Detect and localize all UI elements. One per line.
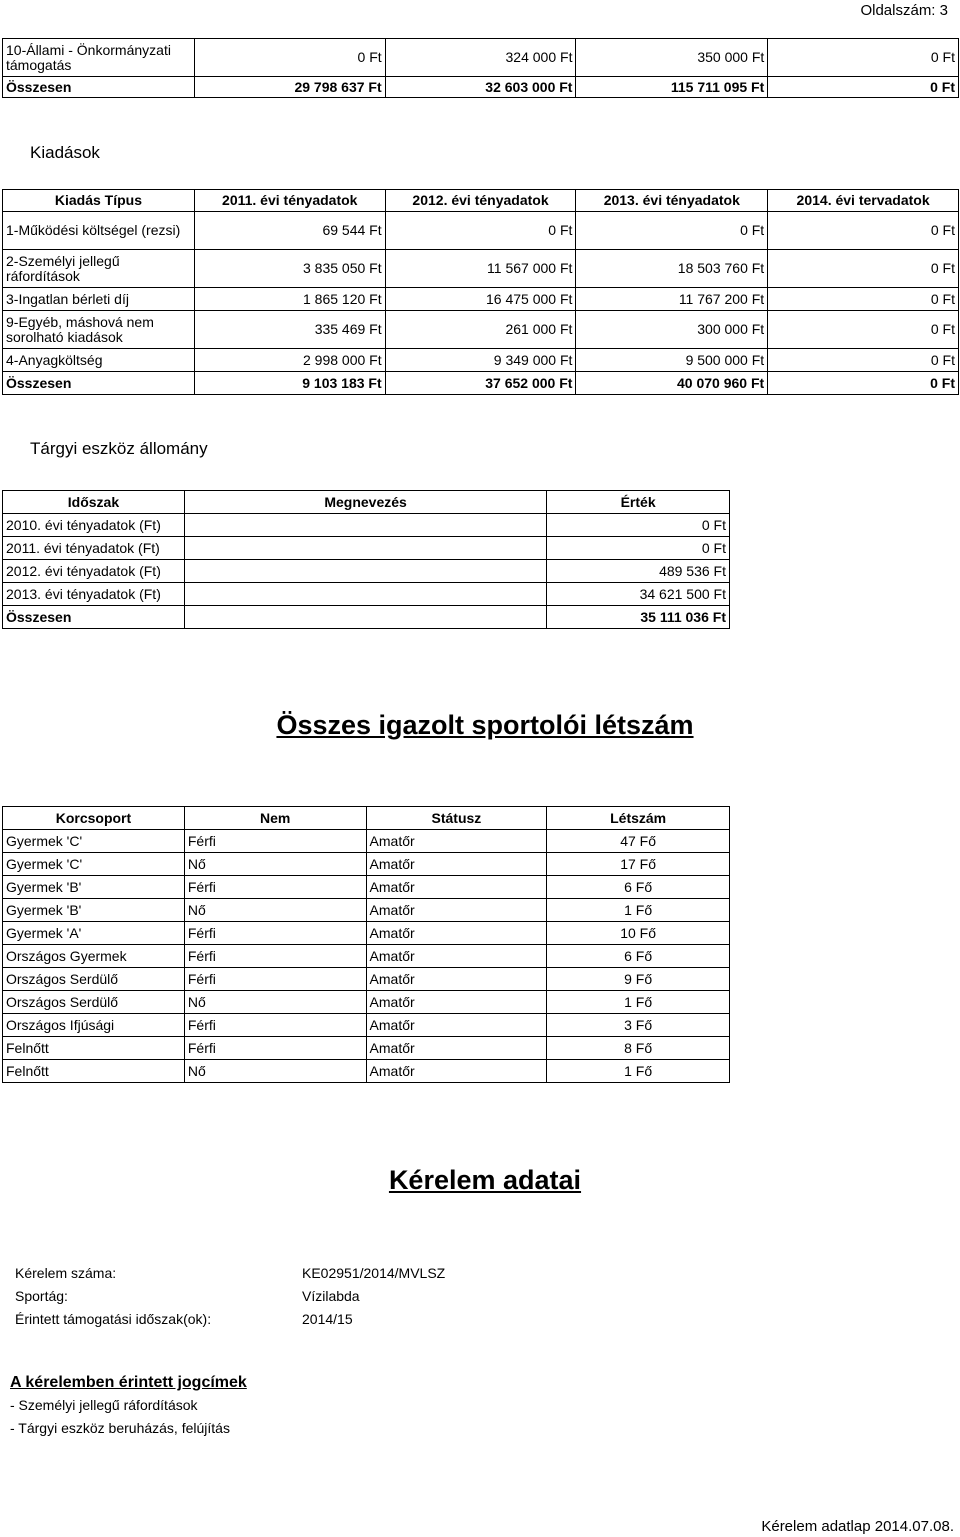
expense-2014: 0 Ft — [768, 250, 959, 288]
revenue-label: 10-Állami - Önkormányzati támogatás — [3, 39, 195, 77]
athlete-group: Országos Serdülő — [3, 991, 185, 1014]
table-row — [3, 945, 730, 968]
athlete-count: 9 Fő — [547, 968, 730, 991]
request-field-value: KE02951/2014/MVLSZ — [302, 1265, 446, 1281]
request-field-label: Kérelem száma: — [15, 1265, 117, 1281]
col-header: 2012. évi tényadatok — [385, 190, 576, 212]
asset-period: 2013. évi tényadatok (Ft) — [3, 583, 185, 606]
athlete-count: 6 Fő — [547, 945, 730, 968]
legal-title-item: - Tárgyi eszköz beruházás, felújítás — [10, 1420, 230, 1436]
athlete-gender: Nő — [184, 853, 366, 876]
table-row — [3, 583, 730, 606]
table-row — [3, 830, 730, 853]
revenue-table-tail — [2, 38, 959, 98]
col-header: Státusz — [366, 807, 547, 830]
expense-2011: 3 835 050 Ft — [194, 250, 385, 288]
expense-2011: 1 865 120 Ft — [194, 288, 385, 311]
athlete-status: Amatőr — [366, 853, 547, 876]
athlete-gender: Férfi — [184, 830, 366, 853]
total-2011: 29 798 637 Ft — [194, 77, 385, 98]
total-row — [3, 606, 730, 629]
asset-name — [184, 606, 546, 629]
athlete-count: 1 Fő — [547, 899, 730, 922]
col-header: Létszám — [547, 807, 730, 830]
total-2012: 37 652 000 Ft — [385, 372, 576, 395]
revenue-2013: 350 000 Ft — [576, 39, 768, 77]
table-header-row — [3, 491, 730, 514]
athlete-gender: Férfi — [184, 876, 366, 899]
total-2014: 0 Ft — [768, 77, 959, 98]
athlete-gender: Nő — [184, 899, 366, 922]
col-header: Korcsoport — [3, 807, 185, 830]
asset-period: 2011. évi tényadatok (Ft) — [3, 537, 185, 560]
athlete-status: Amatőr — [366, 899, 547, 922]
athlete-status: Amatőr — [366, 1060, 547, 1083]
table-row — [3, 876, 730, 899]
expense-2013: 300 000 Ft — [576, 311, 768, 349]
athlete-count: 1 Fő — [547, 991, 730, 1014]
table-row — [3, 250, 959, 288]
col-header: Kiadás Típus — [3, 190, 195, 212]
table-header-row — [3, 190, 959, 212]
athlete-group: Országos Gyermek — [3, 945, 185, 968]
athlete-count: 47 Fő — [547, 830, 730, 853]
expense-2014: 0 Ft — [768, 212, 959, 250]
table-row — [3, 514, 730, 537]
assets-table — [2, 490, 730, 629]
athlete-group: Gyermek 'C' — [3, 853, 185, 876]
expense-2011: 335 469 Ft — [194, 311, 385, 349]
total-label: Összesen — [3, 606, 185, 629]
table-row — [3, 922, 730, 945]
expense-2014: 0 Ft — [768, 288, 959, 311]
table-row — [3, 899, 730, 922]
athlete-gender: Nő — [184, 1060, 366, 1083]
revenue-2011: 0 Ft — [194, 39, 385, 77]
table-row — [3, 349, 959, 372]
expense-2013: 9 500 000 Ft — [576, 349, 768, 372]
expense-2013: 11 767 200 Ft — [576, 288, 768, 311]
request-field-value: 2014/15 — [302, 1311, 353, 1327]
total-row — [3, 77, 959, 98]
athletes-table — [2, 806, 730, 1083]
table-row — [3, 991, 730, 1014]
revenue-2014: 0 Ft — [768, 39, 959, 77]
table-row — [3, 1037, 730, 1060]
athlete-group: Gyermek 'B' — [3, 899, 185, 922]
athlete-gender: Férfi — [184, 968, 366, 991]
col-header: Megnevezés — [184, 491, 546, 514]
expense-label: 3-Ingatlan bérleti díj — [3, 288, 195, 311]
total-value: 35 111 036 Ft — [547, 606, 730, 629]
total-2013: 40 070 960 Ft — [576, 372, 768, 395]
total-row — [3, 372, 959, 395]
athlete-group: Országos Ifjúsági — [3, 1014, 185, 1037]
table-row — [3, 39, 959, 77]
athlete-group: Gyermek 'A' — [3, 922, 185, 945]
expense-label: 9-Egyéb, máshová nem sorolható kiadások — [3, 311, 195, 349]
total-2013: 115 711 095 Ft — [576, 77, 768, 98]
table-header-row — [3, 807, 730, 830]
total-2011: 9 103 183 Ft — [194, 372, 385, 395]
col-header: Időszak — [3, 491, 185, 514]
athlete-group: Gyermek 'B' — [3, 876, 185, 899]
expense-2014: 0 Ft — [768, 311, 959, 349]
expense-2013: 18 503 760 Ft — [576, 250, 768, 288]
revenue-2012: 324 000 Ft — [385, 39, 576, 77]
athlete-gender: Férfi — [184, 945, 366, 968]
total-label: Összesen — [3, 77, 195, 98]
expense-2012: 0 Ft — [385, 212, 576, 250]
expense-2013: 0 Ft — [576, 212, 768, 250]
athlete-count: 17 Fő — [547, 853, 730, 876]
request-heading: Kérelem adatai — [388, 1165, 582, 1195]
asset-value: 0 Ft — [547, 514, 730, 537]
asset-name — [184, 560, 546, 583]
athlete-status: Amatőr — [366, 968, 547, 991]
asset-name — [184, 583, 546, 606]
athlete-group: Gyermek 'C' — [3, 830, 185, 853]
athlete-count: 3 Fő — [547, 1014, 730, 1037]
table-row — [3, 311, 959, 349]
athlete-gender: Férfi — [184, 1014, 366, 1037]
legal-title-item: - Személyi jellegű ráfordítások — [10, 1397, 198, 1413]
athlete-count: 10 Fő — [547, 922, 730, 945]
expenses-heading: Kiadások — [30, 143, 100, 162]
col-header: 2013. évi tényadatok — [576, 190, 768, 212]
athlete-gender: Férfi — [184, 922, 366, 945]
expenses-table — [2, 189, 959, 395]
expense-2012: 11 567 000 Ft — [385, 250, 576, 288]
athlete-status: Amatőr — [366, 830, 547, 853]
expense-2014: 0 Ft — [768, 349, 959, 372]
expense-2011: 2 998 000 Ft — [194, 349, 385, 372]
total-2014: 0 Ft — [768, 372, 959, 395]
total-label: Összesen — [3, 372, 195, 395]
request-field-label: Érintett támogatási időszak(ok): — [15, 1311, 212, 1327]
asset-value: 489 536 Ft — [547, 560, 730, 583]
table-row — [3, 288, 959, 311]
table-row — [3, 1014, 730, 1037]
athlete-group: Felnőtt — [3, 1037, 185, 1060]
athlete-group: Országos Serdülő — [3, 968, 185, 991]
athlete-gender: Férfi — [184, 1037, 366, 1060]
expense-2012: 261 000 Ft — [385, 311, 576, 349]
asset-value: 34 621 500 Ft — [547, 583, 730, 606]
footer-text: Kérelem adatlap 2014.07.08. — [761, 1518, 954, 1535]
table-row — [3, 537, 730, 560]
col-header: 2014. évi tervadatok — [768, 190, 959, 212]
athlete-count: 1 Fő — [547, 1060, 730, 1083]
table-row — [3, 212, 959, 250]
asset-name — [184, 514, 546, 537]
athlete-status: Amatőr — [366, 991, 547, 1014]
expense-label: 2-Személyi jellegű ráfordítások — [3, 250, 195, 288]
col-header: Nem — [184, 807, 366, 830]
expense-label: 4-Anyagköltség — [3, 349, 195, 372]
asset-name — [184, 537, 546, 560]
athlete-status: Amatőr — [366, 1037, 547, 1060]
col-header: 2011. évi tényadatok — [194, 190, 385, 212]
athletes-heading: Összes igazolt sportolói létszám — [276, 710, 694, 740]
legal-titles-heading: A kérelemben érintett jogcímek — [10, 1374, 247, 1391]
expense-2012: 9 349 000 Ft — [385, 349, 576, 372]
asset-period: 2012. évi tényadatok (Ft) — [3, 560, 185, 583]
expense-label: 1-Működési költségel (rezsi) — [3, 212, 195, 250]
assets-heading: Tárgyi eszköz állomány — [30, 439, 208, 458]
asset-value: 0 Ft — [547, 537, 730, 560]
table-row — [3, 968, 730, 991]
expense-2011: 69 544 Ft — [194, 212, 385, 250]
athlete-status: Amatőr — [366, 1014, 547, 1037]
table-row — [3, 560, 730, 583]
athlete-count: 8 Fő — [547, 1037, 730, 1060]
table-row — [3, 1060, 730, 1083]
asset-period: 2010. évi tényadatok (Ft) — [3, 514, 185, 537]
total-2012: 32 603 000 Ft — [385, 77, 576, 98]
request-field-value: Vízilabda — [302, 1288, 360, 1304]
page-number: Oldalszám: 3 — [860, 2, 948, 19]
athlete-status: Amatőr — [366, 922, 547, 945]
athlete-gender: Nő — [184, 991, 366, 1014]
expense-2012: 16 475 000 Ft — [385, 288, 576, 311]
col-header: Érték — [547, 491, 730, 514]
athlete-status: Amatőr — [366, 876, 547, 899]
athlete-count: 6 Fő — [547, 876, 730, 899]
table-row — [3, 853, 730, 876]
athlete-group: Felnőtt — [3, 1060, 185, 1083]
athlete-status: Amatőr — [366, 945, 547, 968]
request-field-label: Sportág: — [15, 1288, 68, 1304]
